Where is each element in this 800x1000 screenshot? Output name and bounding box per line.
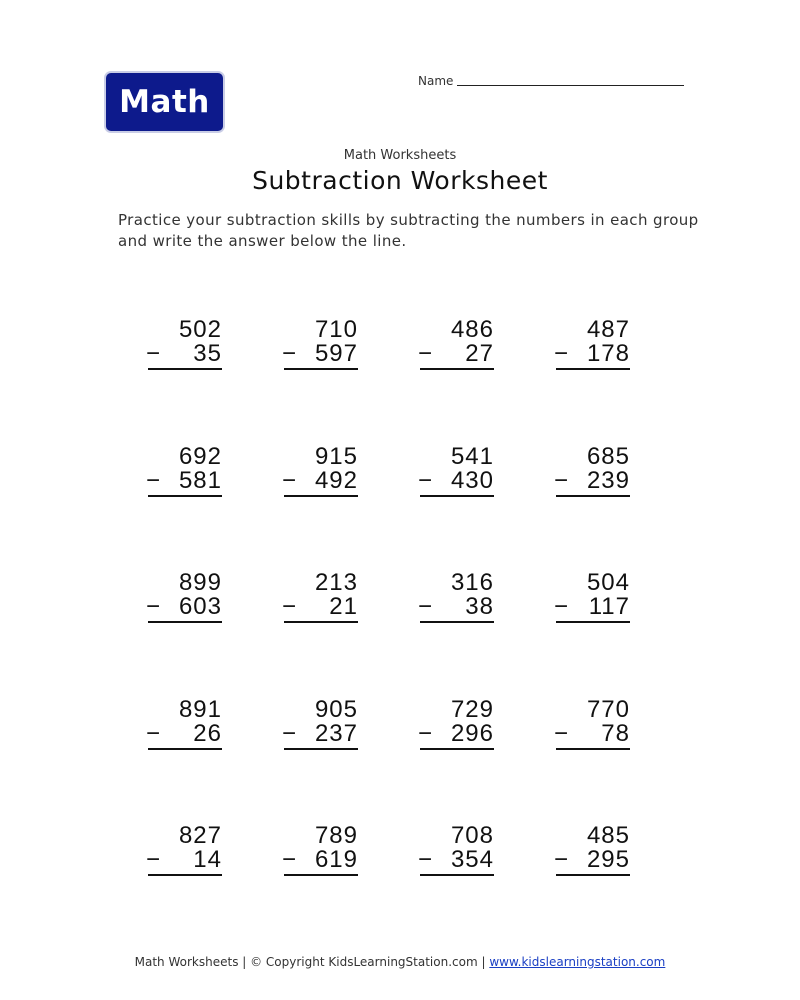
subtrahend: 603 <box>178 593 222 620</box>
subtrahend: 581 <box>178 467 222 494</box>
subtraction-problem <box>552 445 630 497</box>
minus-sign: − <box>282 720 298 747</box>
subtraction-problem <box>416 698 494 750</box>
minus-sign: − <box>554 846 570 873</box>
answer-line <box>420 368 494 370</box>
answer-line <box>420 874 494 876</box>
minus-sign: − <box>418 720 434 747</box>
subtrahend-row <box>416 342 494 366</box>
subtraction-problem <box>144 571 222 623</box>
minus-sign: − <box>146 593 162 620</box>
answer-line <box>284 621 358 623</box>
minuend: 915 <box>314 443 358 470</box>
subtrahend-row <box>280 722 358 746</box>
subtraction-problem <box>144 824 222 876</box>
subtrahend: 117 <box>588 593 630 620</box>
minuend: 899 <box>178 569 222 596</box>
minus-sign: − <box>146 340 162 367</box>
subtrahend-row <box>144 722 222 746</box>
page-title: Subtraction Worksheet <box>252 166 548 195</box>
minuend: 789 <box>314 822 358 849</box>
subtrahend: 26 <box>193 720 222 747</box>
subtrahend-row <box>280 342 358 366</box>
name-line[interactable] <box>457 85 684 86</box>
subtrahend-row <box>416 848 494 872</box>
subtrahend-row <box>552 595 630 619</box>
subtrahend: 239 <box>586 467 630 494</box>
math-logo <box>104 71 225 133</box>
subtrahend-row <box>144 595 222 619</box>
answer-line <box>556 495 630 497</box>
subtraction-problem <box>280 318 358 370</box>
subtraction-problem <box>416 318 494 370</box>
subtraction-problem <box>552 318 630 370</box>
instructions: Practice your subtraction skills by subtracting the numbers in each group and write the answer below the line. <box>118 211 699 250</box>
answer-line <box>556 874 630 876</box>
subtrahend-row <box>144 469 222 493</box>
subtrahend: 178 <box>586 340 630 367</box>
minuend: 541 <box>450 443 494 470</box>
answer-line <box>148 621 222 623</box>
answer-line <box>420 495 494 497</box>
minuend: 827 <box>178 822 222 849</box>
answer-line <box>148 368 222 370</box>
minus-sign: − <box>282 593 298 620</box>
minuend: 708 <box>450 822 494 849</box>
page-subtitle: Math Worksheets <box>343 148 457 163</box>
subtrahend: 21 <box>329 593 358 620</box>
minus-sign: − <box>146 846 162 873</box>
minus-sign: − <box>554 340 570 367</box>
subtrahend: 237 <box>314 720 358 747</box>
minuend: 710 <box>314 316 358 343</box>
minus-sign: − <box>418 846 434 873</box>
subtrahend: 492 <box>314 467 358 494</box>
subtraction-problem <box>280 824 358 876</box>
minus-sign: − <box>554 720 570 747</box>
minus-sign: − <box>282 340 298 367</box>
minus-sign: − <box>282 846 298 873</box>
minus-sign: − <box>146 467 162 494</box>
subtraction-problem <box>280 571 358 623</box>
answer-line <box>148 495 222 497</box>
subtrahend-row <box>280 469 358 493</box>
subtrahend: 14 <box>193 846 222 873</box>
problem-grid <box>140 318 640 898</box>
subtrahend-row <box>416 595 494 619</box>
logo-text: Math <box>119 84 210 120</box>
minuend: 502 <box>178 316 222 343</box>
name-label: Name <box>418 74 454 88</box>
subtrahend: 27 <box>465 340 494 367</box>
subtrahend: 78 <box>601 720 630 747</box>
subtraction-problem <box>144 318 222 370</box>
minus-sign: − <box>146 720 162 747</box>
subtraction-problem <box>552 571 630 623</box>
answer-line <box>284 368 358 370</box>
subtrahend: 354 <box>450 846 494 873</box>
minus-sign: − <box>554 593 570 620</box>
minuend: 213 <box>314 569 358 596</box>
minuend: 729 <box>450 696 494 723</box>
subtrahend-row <box>552 722 630 746</box>
subtraction-problem <box>552 824 630 876</box>
minus-sign: − <box>418 593 434 620</box>
subtrahend: 35 <box>193 340 222 367</box>
footer-text: Math Worksheets | © Copyright KidsLearningStation.com | <box>134 955 490 969</box>
minuend: 487 <box>586 316 630 343</box>
subtrahend-row <box>552 469 630 493</box>
answer-line <box>148 874 222 876</box>
subtraction-problem <box>280 698 358 750</box>
subtraction-problem <box>280 445 358 497</box>
answer-line <box>556 621 630 623</box>
answer-line <box>420 748 494 750</box>
answer-line <box>556 748 630 750</box>
minus-sign: − <box>418 467 434 494</box>
subtraction-problem <box>144 698 222 750</box>
subtrahend: 430 <box>450 467 494 494</box>
minuend: 316 <box>450 569 494 596</box>
answer-line <box>148 748 222 750</box>
subtrahend-row <box>280 848 358 872</box>
minus-sign: − <box>282 467 298 494</box>
subtraction-problem <box>416 571 494 623</box>
subtrahend: 38 <box>465 593 494 620</box>
minus-sign: − <box>418 340 434 367</box>
subtrahend-row <box>416 722 494 746</box>
answer-line <box>284 874 358 876</box>
subtrahend: 619 <box>314 846 358 873</box>
answer-line <box>284 748 358 750</box>
subtraction-problem <box>416 824 494 876</box>
subtrahend: 296 <box>450 720 494 747</box>
subtrahend-row <box>144 342 222 366</box>
subtrahend-row <box>280 595 358 619</box>
minuend: 770 <box>586 696 630 723</box>
subtrahend-row <box>552 848 630 872</box>
answer-line <box>556 368 630 370</box>
minuend: 504 <box>586 569 630 596</box>
minuend: 891 <box>178 696 222 723</box>
minus-sign: − <box>554 467 570 494</box>
name-field-row <box>418 74 684 88</box>
subtrahend-row <box>416 469 494 493</box>
minuend: 905 <box>314 696 358 723</box>
footer <box>0 955 800 969</box>
subtrahend: 597 <box>314 340 358 367</box>
minuend: 692 <box>178 443 222 470</box>
minuend: 485 <box>586 822 630 849</box>
subtrahend: 295 <box>586 846 630 873</box>
subtraction-problem <box>552 698 630 750</box>
answer-line <box>284 495 358 497</box>
minuend: 486 <box>450 316 494 343</box>
footer-link[interactable]: www.kidslearningstation.com <box>489 955 666 969</box>
subtraction-problem <box>416 445 494 497</box>
subtrahend-row <box>552 342 630 366</box>
subtrahend-row <box>144 848 222 872</box>
minuend: 685 <box>586 443 630 470</box>
subtraction-problem <box>144 445 222 497</box>
answer-line <box>420 621 494 623</box>
